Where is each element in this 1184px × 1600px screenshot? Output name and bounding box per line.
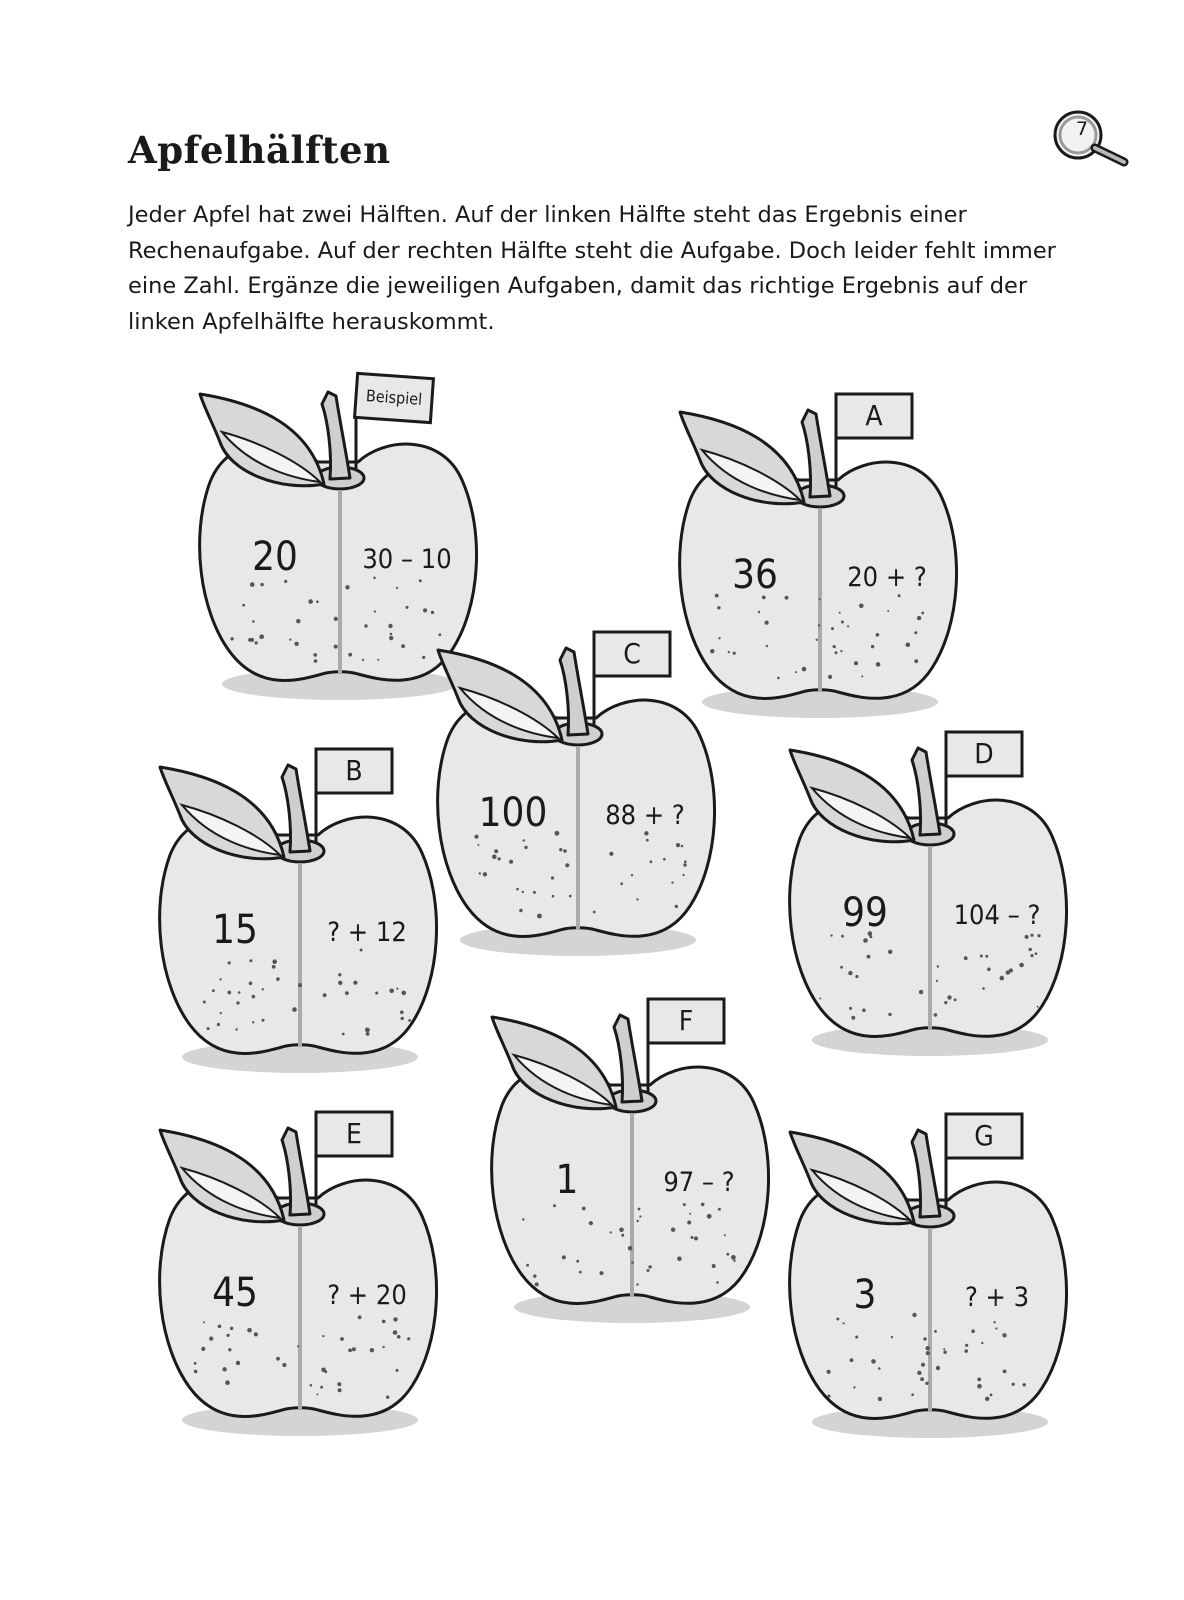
apple-flag-label: C	[623, 637, 641, 670]
apple-g	[780, 1100, 1080, 1440]
page-number: 7	[1075, 118, 1089, 140]
apple-e	[150, 1098, 450, 1438]
apple-f	[482, 985, 782, 1325]
apple-task: ? + 12	[327, 917, 407, 948]
apple-drawing	[150, 735, 450, 1075]
apple-flag-label: G	[974, 1119, 994, 1152]
apple-task: ? + 20	[327, 1280, 407, 1311]
apple-task: ? + 3	[964, 1282, 1030, 1313]
apple-flag-label: Beispiel	[365, 386, 423, 409]
apple-result: 20	[252, 534, 298, 580]
apple-drawing	[780, 718, 1080, 1058]
apple-result: 1	[555, 1157, 579, 1203]
apple-result: 45	[212, 1270, 258, 1316]
apple-task: 97 – ?	[663, 1167, 735, 1198]
apple-result: 100	[478, 790, 548, 836]
apple-drawing	[428, 618, 728, 958]
apple-b	[150, 735, 450, 1075]
apple-flag-label: D	[974, 737, 994, 770]
apple-task: 104 – ?	[953, 900, 1041, 931]
apple-task: 30 – 10	[362, 544, 452, 575]
apple-flag-label: B	[345, 754, 363, 787]
page-title: Apfelhälften	[128, 128, 391, 172]
apple-task: 20 + ?	[847, 562, 927, 593]
apple-drawing	[482, 985, 782, 1325]
apple-result: 36	[732, 552, 778, 598]
apple-flag-label: E	[346, 1117, 362, 1150]
apple-drawing	[150, 1098, 450, 1438]
apple-result: 15	[212, 907, 258, 953]
apple-flag-label: F	[678, 1004, 694, 1037]
apple-flag-label: A	[865, 399, 883, 432]
apple-c	[428, 618, 728, 958]
instructions-text: Jeder Apfel hat zwei Hälften. Auf der linken Hälfte steht das Ergebnis einer Rechenaufgabe. Auf der rechten Hälfte steht die Aufgabe. Doch leider fehlt immer eine Zahl. Ergänze die jeweiligen Aufgaben, damit das richtige Ergebnis auf der linken Apfelhälfte herauskommt.	[128, 202, 1056, 335]
apple-result: 3	[853, 1272, 877, 1318]
apple-drawing	[780, 1100, 1080, 1440]
apple-d	[780, 718, 1080, 1058]
apple-task: 88 + ?	[605, 800, 685, 831]
apple-result: 99	[842, 890, 888, 936]
